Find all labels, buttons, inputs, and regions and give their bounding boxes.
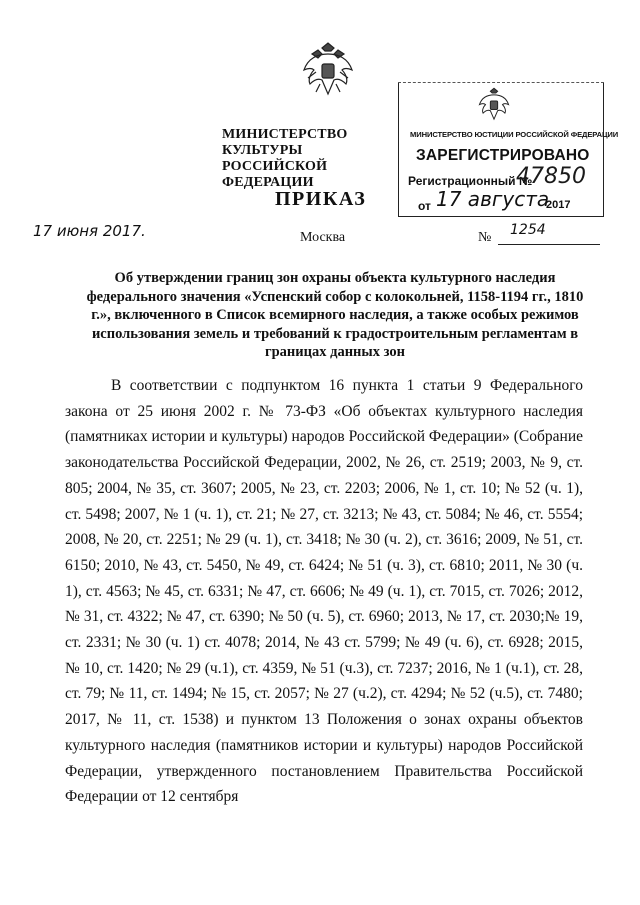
document-number: 1254 — [510, 222, 546, 238]
stamp-date-prefix: от — [418, 199, 431, 213]
document-number-underline — [498, 244, 600, 245]
ministry-name — [222, 127, 422, 191]
stamp-ministry-name: МИНИСТЕРСТВО ЮСТИЦИИ РОССИЙСКОЙ ФЕДЕРАЦИИ — [410, 130, 619, 139]
stamp-reg-number-label: Регистрационный № — [408, 174, 533, 188]
stamp-emblem-icon — [477, 86, 511, 122]
document-city: Москва — [300, 230, 346, 245]
document-title: Об утверждении границ зон охраны объекта культурного наследия федерального значения «Успенский собор с колокольней, 1158-1194 гг., 1810 г.», включенного в Список всемирного наследия, а также особых режимов использования земель и требований к градостроительным регламентам в границах данных зон — [86, 270, 584, 360]
document-type: ПРИКАЗ — [275, 188, 367, 210]
stamp-top-dashes — [398, 82, 604, 85]
stamp-year: 2017 — [546, 199, 571, 211]
coat-of-arms-icon — [300, 40, 356, 98]
stamp-reg-number-value: 47850 — [516, 164, 586, 189]
ministry-line-2: РОССИЙСКОЙ ФЕДЕРАЦИИ — [222, 159, 328, 190]
document-date: 17 июня 2017. — [33, 222, 146, 240]
stamp-registered-label: ЗАРЕГИСТРИРОВАНО — [416, 147, 590, 164]
document-body: В соответствии с подпунктом 16 пункта 1 статьи 9 Федерального закона от 25 июня 2002 г. № 73-ФЗ «Об объектах культурного наследия (памятниках истории и культуры) народов Российской Федерации» (Собрание законодательства Российской Федерации, 2002, № 26, ст. 2519; 2003, № 9, ст. 805; 2004, № 35, ст. 3607; 2005, № 23, ст. 2203; 2006, № 1, ст. 10; № 52 (ч. 1), ст. 5498; 2007, № 1 (ч. 1), ст. 21; № 27, ст. 3213; № 43, ст. 5084; № 46, ст. 5554; 2008, № 20, ст. 2251; № 29 (ч. 1), ст. 3418; № 30 (ч. 2), ст. 3616; 2009, № 51, ст. 6150; 2010, № 43, ст. 5450, № 49, ст. 6424; № 51 (ч. 3), ст. 6810; 2011, № 30 (ч. 1), ст. 4563; № 45, ст. 6331; № 47, ст. 6606; № 49 (ч. 1), ст. 7015, ст. 7026; 2012, № 31, ст. 4322; № 47, ст. 6390; № 50 (ч. 5), ст. 6960; 2013, № 17, ст. 2030;№ 19, ст. 2331; № 30 (ч. 1) ст. 4078; 2014, № 43 ст. 5799; № 49 (ч. 6), ст. 6928; 2015, № 10, ст. 1420; № 29 (ч.1), ст. 4359, № 51 (ч.3), ст. 7237; 2016, № 1 (ч.1), ст. 28, ст. 79; № 11, ст. 1494; № 15, ст. 2057; № 27 (ч.2), ст. 4294; № 52 (ч.5), ст. 7480; 2017, № 11, ст. 1538) и пунктом 13 Положения о зонах охраны объектов культурного наследия (памятников истории и культуры) народов Российской Федерации, утвержденного постановлением Правительства Российской Федерации от 12 сентября — [65, 377, 583, 806]
document-number-sign: № — [478, 230, 492, 245]
ministry-line-1: МИНИСТЕРСТВО КУЛЬТУРЫ — [222, 127, 348, 158]
stamp-date-value: 17 августа — [436, 187, 550, 211]
